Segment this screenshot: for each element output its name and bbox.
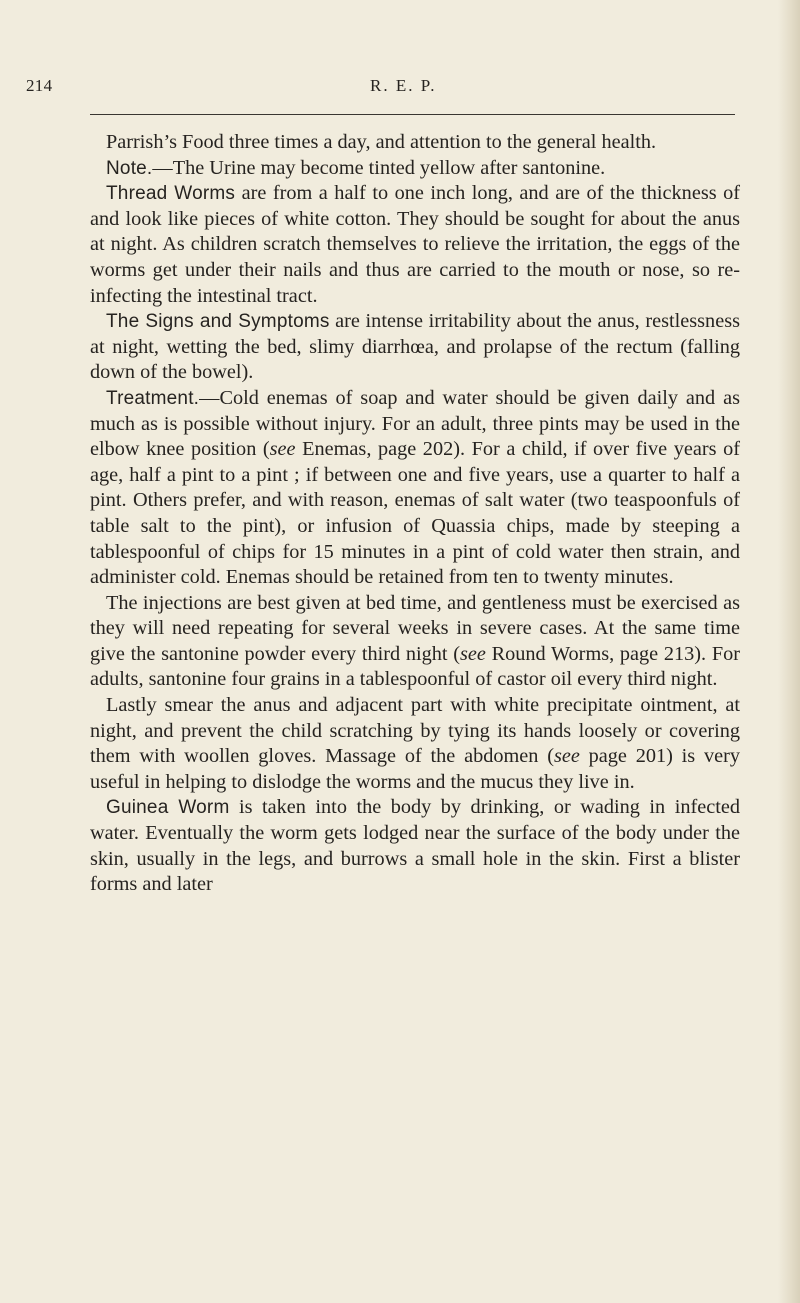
- paragraph-text: page 201) is very useful in helping to dislodge the worms and the mucus they live in.: [90, 745, 741, 793]
- paragraph-guinea-worm: [90, 795, 740, 897]
- paragraph-lastly: [90, 693, 740, 795]
- paragraph-treatment: [90, 386, 740, 591]
- paragraph-lead: The Signs and Symptoms: [106, 311, 330, 333]
- paragraph-thread-worms: [90, 181, 740, 309]
- paragraph-lead: Guinea Worm: [106, 797, 230, 819]
- running-head: R. E. P.: [370, 76, 437, 95]
- page-edge-shadow: [778, 0, 800, 1303]
- paragraph-text: Parrish’s Food three times a day, and attention to the general health.: [106, 131, 657, 153]
- paragraph-text: —The Urine may become tinted yellow after santonine.: [152, 156, 606, 179]
- paragraph-lead: Treatment.: [106, 387, 200, 409]
- page-number: 214: [26, 76, 53, 95]
- paragraph-text: The injections are best given at bed time, and gentleness must be exercised as they will need repeating for several weeks in severe cases. At the same time give the santonine powder every third night (: [90, 591, 740, 665]
- paragraph-lead: Thread Worms: [106, 183, 236, 205]
- header-rule: [90, 114, 735, 115]
- see-reference: see: [459, 642, 486, 665]
- paragraph-lead: Note.: [106, 157, 153, 179]
- paragraph-text: Enemas, page 202). For a child, if over five years of age, half a pint to a pint ; if between one and five years, use a quarter to half a pint. Others prefer, and with reason, enemas of salt water (two teaspoonfuls of table salt to the pint), or infusion of Quassia chips, made by steeping a tablespoonful of chips for 15 minutes in a pint of cold water then strain, and administer cold. Enemas should be retained from ten to twenty minutes.: [90, 438, 740, 589]
- paragraph-text: is taken into the body by drinking, or wading in infected water. Eventually the worm gets lodged near the surface of the body under the skin, usually in the legs, and burrows a small hole in the skin. First a blister forms and later: [90, 796, 740, 896]
- paragraph-injections: [90, 591, 740, 693]
- paragraph-text: Round Worms, page 213). For adults, santonine four grains in a tablespoonful of castor oil every third night.: [90, 642, 740, 691]
- paragraph-parrish-food: [90, 130, 740, 156]
- paragraph-text: are from a half to one inch long, and are of the thickness of and look like pieces of white cotton. They should be sought for about the anus at night. As children scratch themselves to relieve the irritation, the eggs of the worms get under their nails and thus are carried to the mouth or nose, so re-infecting the intestinal tract.: [90, 182, 740, 307]
- see-reference: see: [269, 438, 296, 461]
- see-reference: see: [553, 745, 580, 768]
- paragraph-signs-symptoms: [90, 309, 740, 386]
- paragraph-text: Lastly smear the anus and adjacent part with white precipitate ointment, at night, and prevent the child scratching by tying its hands loosely or covering them with woollen gloves. Massage of the abdomen (: [90, 694, 740, 768]
- paragraph-note: [90, 156, 740, 182]
- paragraph-text: are intense irritability about the anus, restlessness at night, wetting the bed, slimy diarrhœa, and prolapse of the rectum (falling down of the bowel).: [90, 310, 740, 384]
- body-text: [90, 130, 740, 898]
- paragraph-text: —Cold enemas of soap and water should be given daily and as much as is possible without injury. For an adult, three pints may be used in the elbow knee position (: [90, 386, 740, 461]
